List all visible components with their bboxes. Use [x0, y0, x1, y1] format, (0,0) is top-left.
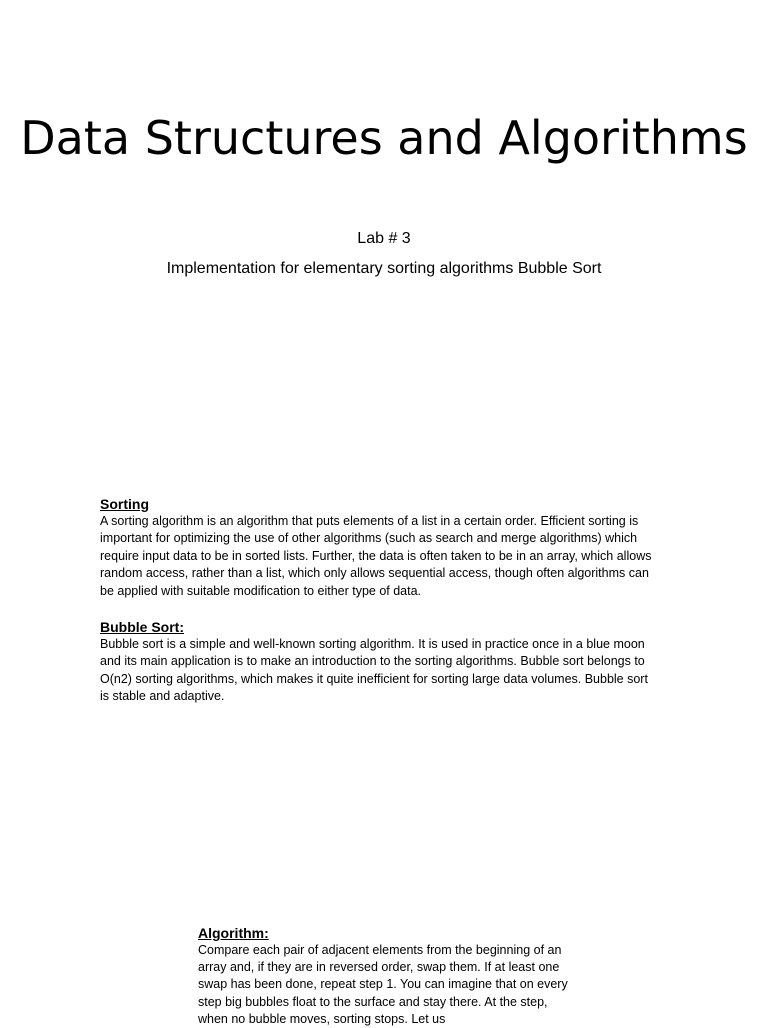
- lab-number: Lab # 3: [357, 230, 411, 247]
- bubble-sort-section: [100, 618, 655, 706]
- sorting-paragraph: A sorting algorithm is an algorithm that puts elements of a list in a certain order. Efficient sorting is important for optimizing the use of other algorithms (such as search and merge algorithms) which require input data to be in sorted lists. Further, the data is often taken to be in an array, which allows random access, rather than a list, which only allows sequential access, though often algorithms can be applied with suitable modification to either type of data.: [100, 514, 652, 598]
- sorting-section: [100, 495, 655, 600]
- algorithm-section: [198, 924, 573, 1028]
- algorithm-heading: Algorithm:: [198, 925, 269, 941]
- bubble-sort-paragraph: Bubble sort is a simple and well-known sorting algorithm. It is used in practice once in a blue moon and its main application is to make an introduction to the sorting algorithms. Bubble sort belongs to O(n2) sorting algorithms, which makes it quite inefficient for sorting large data volumes. Bubble sort is stable and adaptive.: [100, 637, 648, 704]
- document-subtitle: Implementation for elementary sorting algorithms Bubble Sort: [166, 260, 602, 277]
- bubble-sort-heading: Bubble Sort:: [100, 619, 184, 635]
- algorithm-paragraph: Compare each pair of adjacent elements from the beginning of an array and, if they are in reversed order, swap them. If at least one swap has been done, repeat step 1. You can imagine that on every step big bubbles float to the surface and stay there. At the step, when no bubble moves, sorting stops. Let us: [198, 943, 568, 1026]
- sorting-heading: Sorting: [100, 496, 149, 512]
- document-title: Data Structures and Algorithms: [20, 111, 748, 165]
